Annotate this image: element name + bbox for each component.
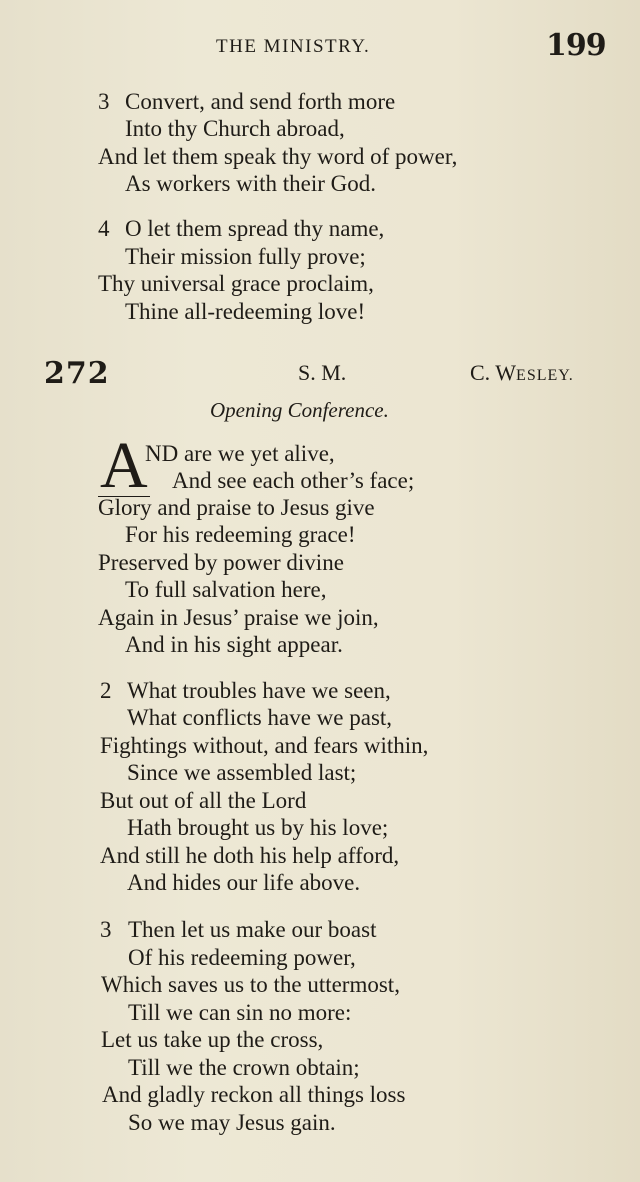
verse-line: So we may Jesus gain. [128, 1110, 336, 1135]
verse-line: And see each other’s face; [172, 468, 415, 493]
stanza-number: 2 [100, 678, 112, 703]
verse-line: Preserved by power divine [98, 550, 344, 575]
running-head: THE MINISTRY. [216, 36, 371, 57]
verse-line: What conflicts have we past, [127, 705, 393, 730]
verse-line: And gladly reckon all things loss [102, 1082, 406, 1107]
verse-line: What troubles have we seen, [127, 678, 391, 703]
verse-line: Then let us make our boast [128, 917, 377, 942]
verse-line: ND are we yet alive, [145, 441, 335, 466]
verse-line: Thy universal grace proclaim, [98, 271, 374, 296]
verse-line: Which saves us to the uttermost, [101, 972, 400, 997]
hymn-meter: S. M. [298, 360, 347, 385]
verse-line: As workers with their God. [125, 171, 377, 196]
verse-line: For his redeeming grace! [125, 522, 356, 547]
author-initial: C. W [470, 360, 517, 385]
author-surname: ESLEY. [516, 367, 574, 384]
page-number: 199 [546, 28, 606, 63]
verse-line: And hides our life above. [127, 870, 361, 895]
verse-line: Again in Jesus’ praise we join, [98, 605, 379, 630]
hymn-title: Opening Conference. [210, 398, 389, 422]
verse-line: Since we assembled last; [127, 760, 357, 785]
verse-line: And still he doth his help afford, [100, 843, 400, 868]
verse-line: And in his sight appear. [125, 632, 343, 657]
verse-line: Till we can sin no more: [128, 1000, 352, 1025]
verse-line: Convert, and send forth more [125, 89, 396, 114]
verse-line: Of his redeeming power, [128, 945, 356, 970]
verse-line: Glory and praise to Jesus give [98, 495, 375, 520]
drop-cap: A [100, 429, 148, 502]
hymn-number: 272 [44, 356, 110, 391]
verse-line: And let them speak thy word of power, [98, 144, 458, 169]
verse-line: O let them spread thy name, [125, 216, 385, 241]
stanza-number: 4 [98, 216, 110, 241]
verse-line: To full salvation here, [125, 577, 327, 602]
stanza-number: 3 [100, 917, 112, 942]
hymn-author [470, 360, 574, 386]
verse-line: Let us take up the cross, [101, 1027, 324, 1052]
verse-line: But out of all the Lord [100, 788, 307, 813]
verse-line: Hath brought us by his love; [127, 815, 389, 840]
verse-line: Into thy Church abroad, [125, 116, 345, 141]
verse-line: Their mission fully prove; [125, 244, 366, 269]
verse-line: Till we the crown obtain; [128, 1055, 360, 1080]
verse-line: Fightings without, and fears within, [100, 733, 429, 758]
verse-line: Thine all-redeeming love! [125, 299, 366, 324]
stanza-number: 3 [98, 89, 110, 114]
